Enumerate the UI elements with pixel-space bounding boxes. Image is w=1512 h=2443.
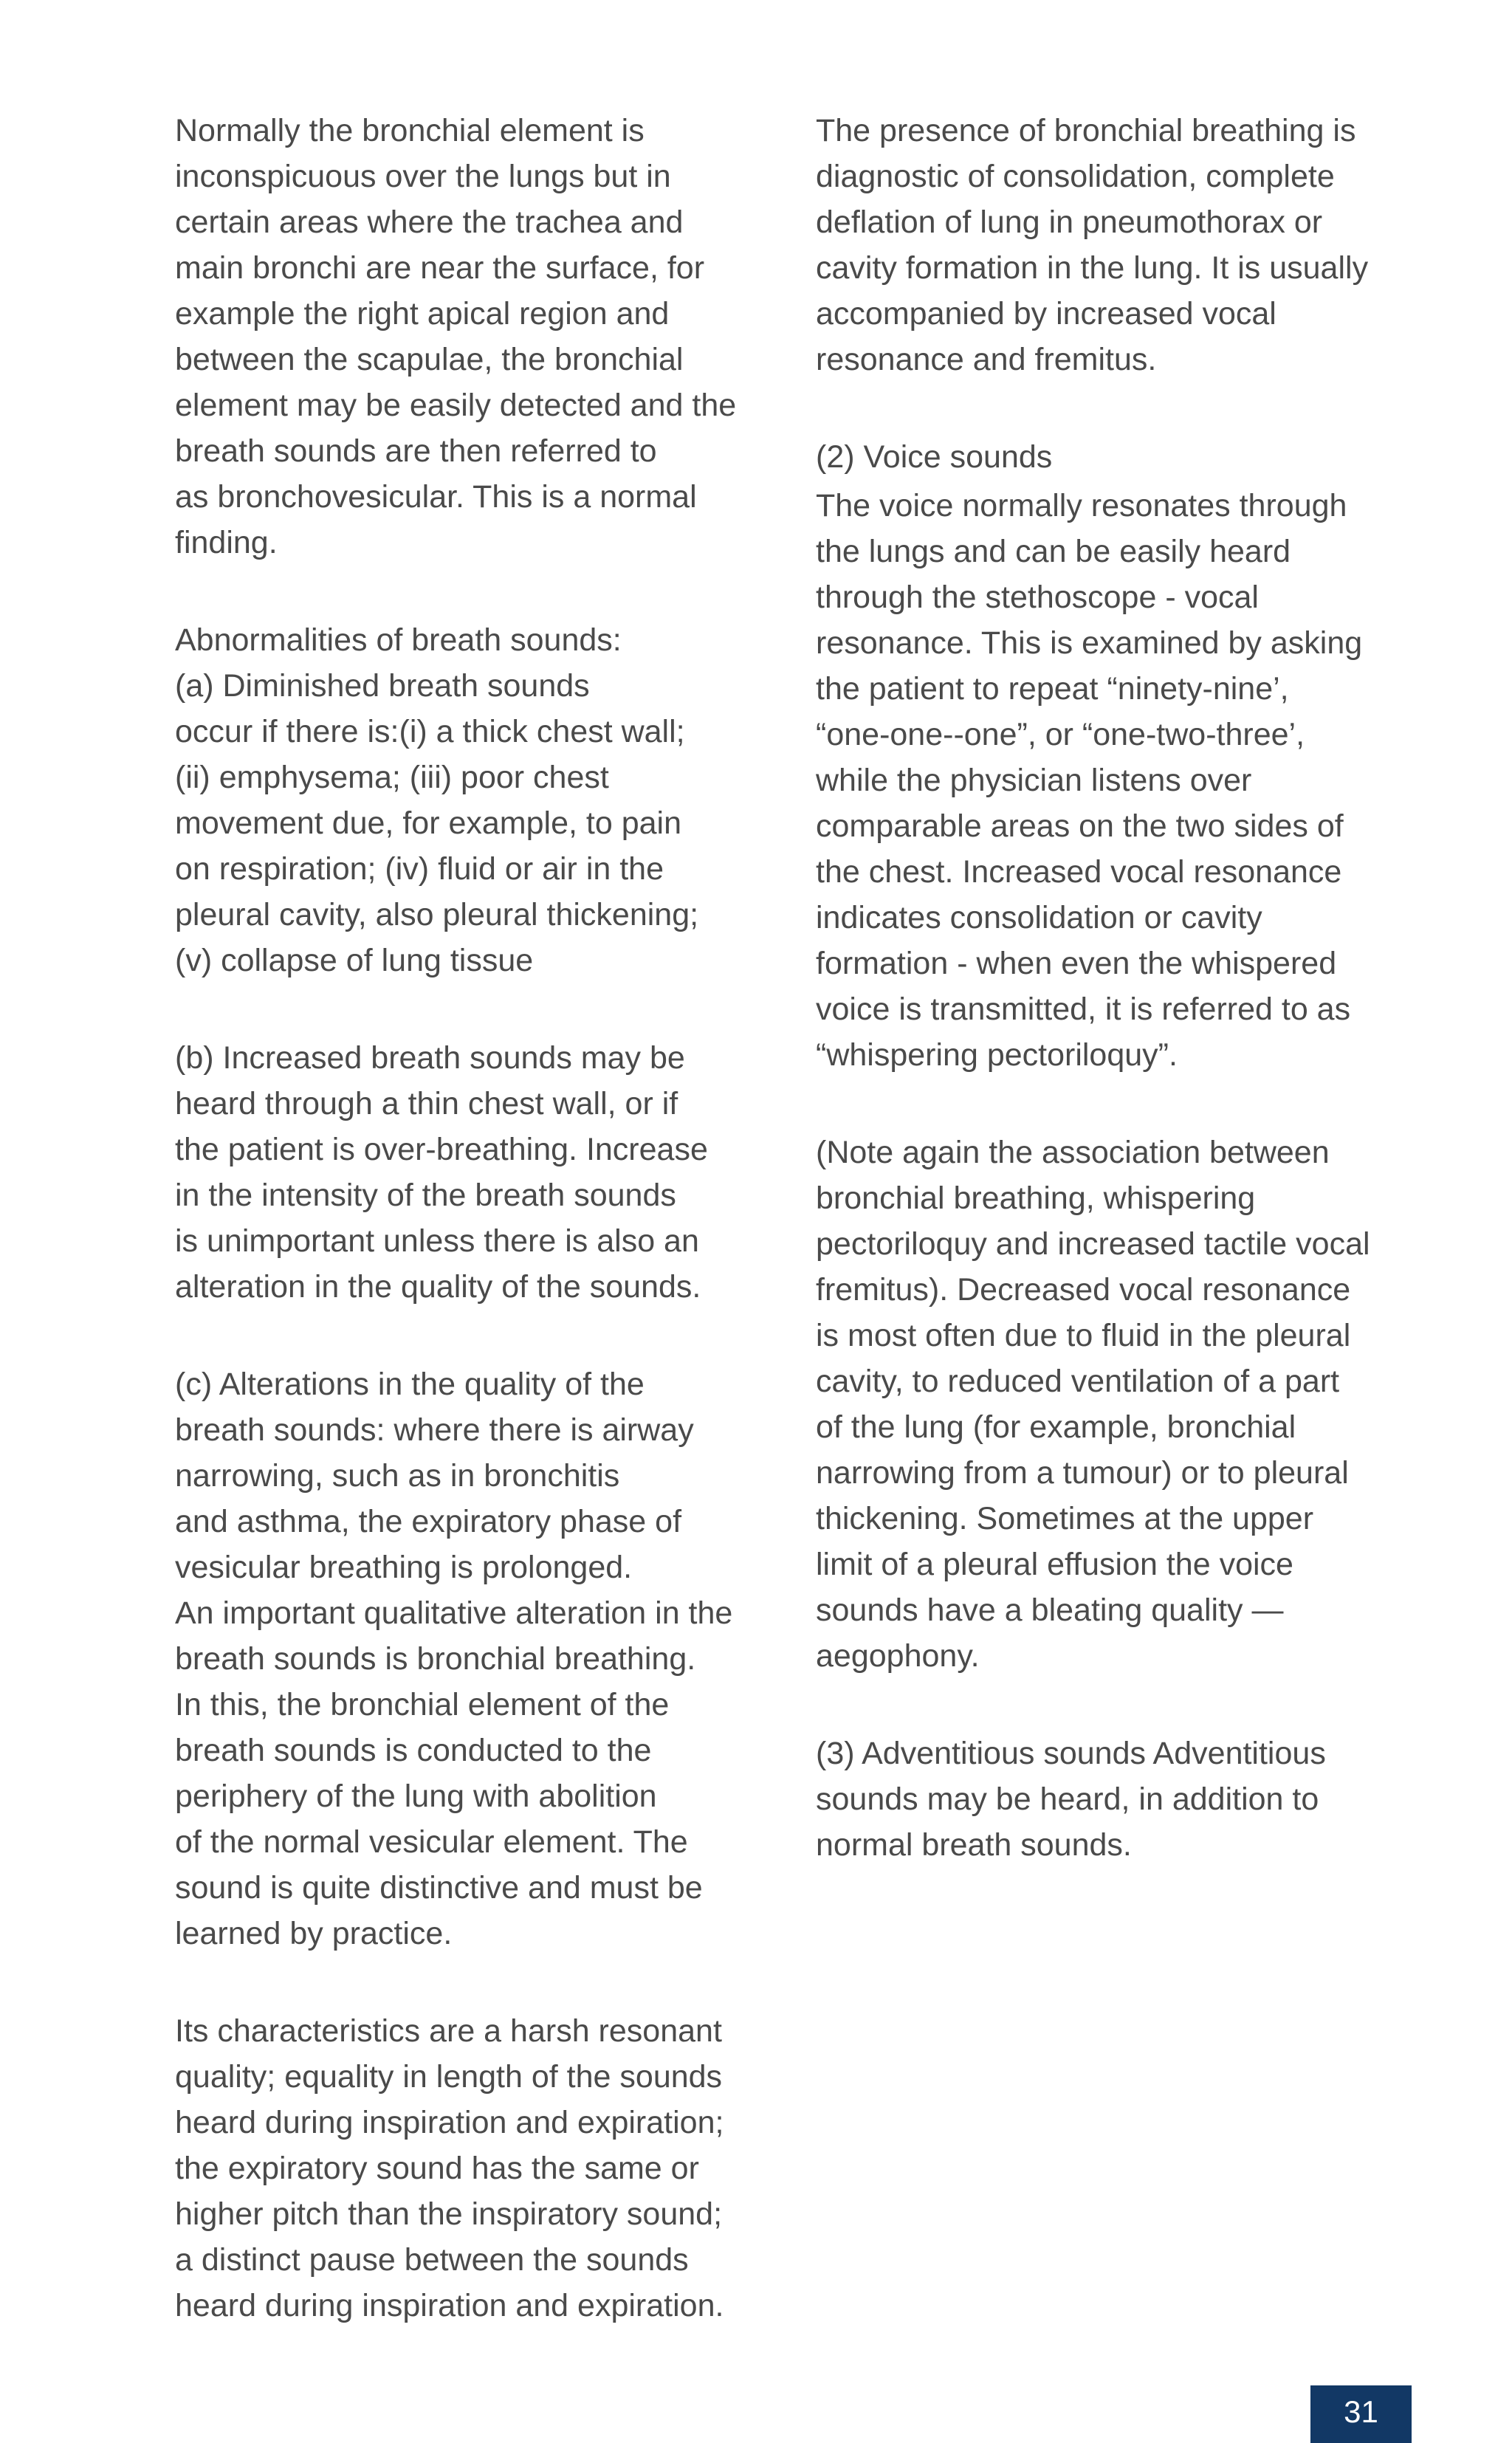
text-line: example the right apical region and — [175, 296, 670, 331]
text-line: heard during inspiration and expiration; — [175, 2105, 724, 2140]
text-line: diagnostic of consolidation, complete — [816, 159, 1335, 194]
paragraph-bronchial-diagnostic — [816, 108, 1421, 382]
paragraph-diminished-breath-sounds — [175, 617, 766, 983]
text-line: a distinct pause between the sounds — [175, 2242, 689, 2278]
text-line: fremitus). Decreased vocal resonance — [816, 1272, 1351, 1308]
text-line: and asthma, the expiratory phase of — [175, 1504, 682, 1539]
text-line: the patient is over-breathing. Increase — [175, 1132, 708, 1167]
text-line: resonance. This is examined by asking — [816, 625, 1363, 661]
text-line: In this, the bronchial element of the — [175, 1687, 670, 1722]
text-line: sounds have a bleating quality — — [816, 1592, 1284, 1628]
text-line: (c) Alterations in the quality of the — [175, 1367, 645, 1402]
text-line: occur if there is:(i) a thick chest wall; — [175, 714, 685, 749]
text-line: aegophony. — [816, 1638, 980, 1674]
text-line: cavity, to reduced ventilation of a part — [816, 1364, 1340, 1399]
text-line: is most often due to fluid in the pleural — [816, 1318, 1351, 1353]
paragraph-quality-alterations — [175, 1361, 766, 1956]
text-line: accompanied by increased vocal — [816, 296, 1276, 331]
text-line: (Note again the association between — [816, 1135, 1330, 1170]
text-line: quality; equality in length of the sounds — [175, 2059, 723, 2095]
paragraph-characteristics — [175, 2008, 766, 2329]
text-line: deflation of lung in pneumothorax or — [816, 205, 1323, 240]
text-line: cavity formation in the lung. It is usually — [816, 250, 1369, 286]
paragraph-bronchovesicular — [175, 108, 766, 566]
text-line: comparable areas on the two sides of — [816, 808, 1344, 844]
text-line: normal breath sounds. — [816, 1827, 1132, 1863]
paragraph-decreased-vocal-resonance — [816, 1130, 1421, 1679]
text-line: the expiratory sound has the same or — [175, 2151, 699, 2186]
text-line: through the stethoscope - vocal — [816, 580, 1259, 615]
text-line: formation - when even the whispered — [816, 946, 1337, 981]
text-line: vesicular breathing is prolonged. — [175, 1550, 633, 1585]
text-line: learned by practice. — [175, 1916, 453, 1951]
paragraph-vocal-resonance — [816, 483, 1421, 1078]
text-line: is unimportant unless there is also an — [175, 1223, 699, 1259]
right-column — [816, 108, 1421, 1920]
text-line: of the normal vesicular element. The — [175, 1824, 688, 1860]
text-line: movement due, for example, to pain — [175, 805, 681, 841]
text-line: sound is quite distinctive and must be — [175, 1870, 703, 1906]
text-line: finding. — [175, 525, 278, 560]
text-line: An important qualitative alteration in the — [175, 1595, 733, 1631]
text-line: periphery of the lung with abolition — [175, 1779, 657, 1814]
text-line: voice is transmitted, it is referred to as — [816, 992, 1351, 1027]
text-line: narrowing, such as in bronchitis — [175, 1458, 620, 1494]
text-line: (3) Adventitious sounds Adventitious — [816, 1736, 1326, 1771]
text-line: higher pitch than the inspiratory sound; — [175, 2196, 723, 2232]
text-line: the patient to repeat “ninety-nine’, — [816, 671, 1289, 707]
text-line: The presence of bronchial breathing is — [816, 113, 1356, 148]
text-line: pectoriloquy and increased tactile vocal — [816, 1226, 1370, 1262]
left-column — [175, 108, 766, 2380]
paragraph-adventitious-sounds — [816, 1731, 1421, 1868]
text-line: thickening. Sometimes at the upper — [816, 1501, 1314, 1536]
text-line: narrowing from a tumour) or to pleural — [816, 1455, 1349, 1491]
text-line: breath sounds are then referred to — [175, 433, 657, 469]
text-line: sounds may be heard, in addition to — [816, 1781, 1319, 1817]
text-line: heard through a thin chest wall, or if — [175, 1086, 678, 1121]
voice-sounds-section — [816, 434, 1421, 1078]
text-line: on respiration; (iv) fluid or air in the — [175, 851, 664, 887]
text-line: limit of a pleural effusion the voice — [816, 1547, 1293, 1582]
text-line: inconspicuous over the lungs but in — [175, 159, 671, 194]
text-line: breath sounds is bronchial breathing. — [175, 1641, 696, 1677]
text-line: Its characteristics are a harsh resonant — [175, 2013, 722, 2049]
text-line: main bronchi are near the surface, for — [175, 250, 705, 286]
text-line: pleural cavity, also pleural thickening; — [175, 897, 699, 932]
text-line: (ii) emphysema; (iii) poor chest — [175, 760, 609, 795]
text-line: breath sounds is conducted to the — [175, 1733, 652, 1768]
text-line: (v) collapse of lung tissue — [175, 943, 534, 978]
text-line: resonance and fremitus. — [816, 342, 1157, 377]
text-line: certain areas where the trachea and — [175, 205, 684, 240]
text-line: indicates consolidation or cavity — [816, 900, 1262, 935]
text-line: the lungs and can be easily heard — [816, 534, 1291, 569]
text-line: “whispering pectoriloquy”. — [816, 1037, 1178, 1073]
text-line: (b) Increased breath sounds may be — [175, 1040, 685, 1076]
text-line: breath sounds: where there is airway — [175, 1412, 694, 1448]
voice-sounds-heading: (2) Voice sounds — [816, 439, 1053, 475]
text-line: (a) Diminished breath sounds — [175, 668, 590, 704]
text-line: while the physician listens over — [816, 763, 1252, 798]
text-line: Normally the bronchial element is — [175, 113, 645, 148]
text-line: alteration in the quality of the sounds. — [175, 1269, 701, 1305]
text-line: between the scapulae, the bronchial — [175, 342, 684, 377]
text-line: Abnormalities of breath sounds: — [175, 622, 622, 658]
text-line: the chest. Increased vocal resonance — [816, 854, 1342, 890]
text-line: bronchial breathing, whispering — [816, 1181, 1256, 1216]
text-line: The voice normally resonates through — [816, 488, 1347, 523]
text-line: element may be easily detected and the — [175, 388, 737, 423]
text-line: as bronchovesicular. This is a normal — [175, 479, 697, 515]
text-line: of the lung (for example, bronchial — [816, 1409, 1296, 1445]
text-line: heard during inspiration and expiration. — [175, 2288, 724, 2323]
text-line: in the intensity of the breath sounds — [175, 1178, 676, 1213]
page-number: 31 — [1310, 2385, 1412, 2443]
text-line: “one-one--one”, or “one-two-three’, — [816, 717, 1305, 752]
paragraph-increased-breath-sounds — [175, 1035, 766, 1310]
